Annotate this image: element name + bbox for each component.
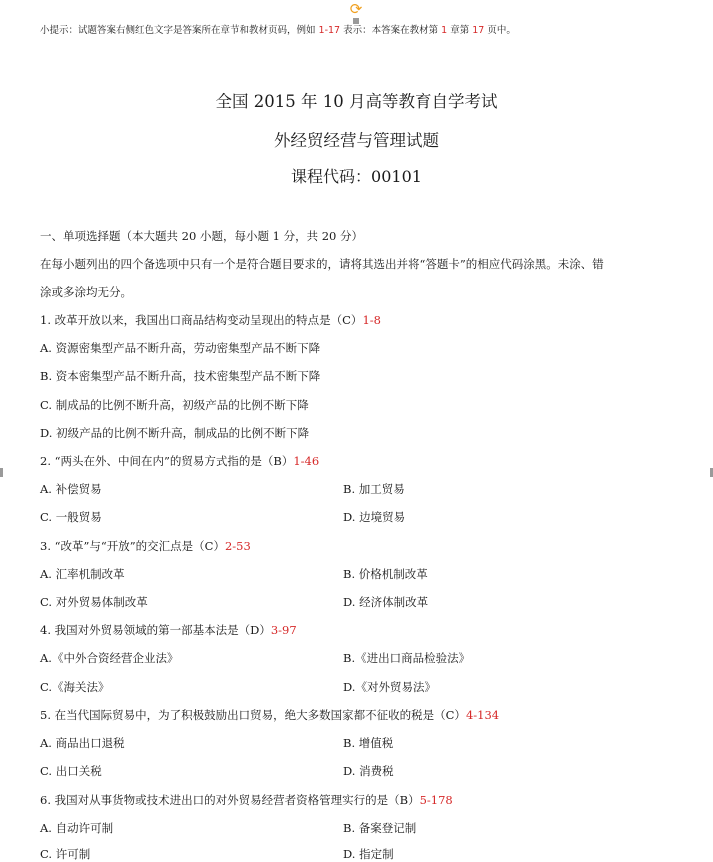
question-3: 3. “改革”与“开放”的交汇点是（C）2-53 [40,539,251,553]
rotate-icon[interactable]: ⟳ [349,0,363,18]
q2-option-b: B. 加工贸易 [343,482,405,496]
q2-option-a: A. 补偿贸易 [40,482,102,496]
q5-option-c: C. 出口关税 [40,764,102,778]
q1-option-b: B. 资本密集型产品不断升高，技术密集型产品不断下降 [40,369,321,383]
q3-option-d: D. 经济体制改革 [343,595,429,609]
q3-option-a: A. 汇率机制改革 [40,567,125,581]
subject-title: 外经贸经营与管理试题 [274,131,439,150]
q6-option-c: C. 许可制 [40,847,91,861]
question-4: 4. 我国对外贸易领域的第一部基本法是（D）3-97 [40,623,297,637]
question-5: 5. 在当代国际贸易中，为了积极鼓励出口贸易，绝大多数国家都不征收的税是（C）4-134 [40,708,500,722]
instruction-line-1: 在每小题列出的四个备选项中只有一个是符合题目要求的，请将其选出并将“答题卡”的相应代码涂黑。未涂、错 [40,257,604,271]
q4-option-c: C.《海关法》 [40,680,110,694]
q6-option-a: A. 自动许可制 [40,821,114,835]
question-2: 2. “两头在外、中间在内”的贸易方式指的是（B）1-46 [40,454,320,468]
course-code: 课程代码：00101 [291,167,422,186]
question-1: 1. 改革开放以来，我国出口商品结构变动呈现出的特点是（C）1-8 [40,313,381,327]
exam-title: 全国 2015 年 10 月高等教育自学考试 [215,92,498,111]
q4-option-b: B.《进出口商品检验法》 [343,651,471,665]
q2-option-c: C. 一般贸易 [40,510,102,524]
section-heading: 一、单项选择题（本大题共 20 小题，每小题 1 分，共 20 分） [40,229,364,243]
q4-option-d: D.《对外贸易法》 [343,680,436,694]
selection-handle-left[interactable] [0,468,3,477]
q3-option-c: C. 对外贸易体制改革 [40,595,148,609]
q5-option-a: A. 商品出口退税 [40,736,125,750]
instruction-line-2: 涂或多涂均无分。 [40,285,132,299]
q1-option-a: A. 资源密集型产品不断升高，劳动密集型产品不断下降 [40,341,321,355]
q3-option-b: B. 价格机制改革 [343,567,428,581]
q1-option-d: D. 初级产品的比例不断升高，制成品的比例不断下降 [40,426,310,440]
q6-option-d: D. 指定制 [343,847,394,861]
q5-option-b: B. 增值税 [343,736,394,750]
q6-option-b: B. 备案登记制 [343,821,417,835]
q2-option-d: D. 边境贸易 [343,510,406,524]
q5-option-d: D. 消费税 [343,764,394,778]
q1-option-c: C. 制成品的比例不断升高，初级产品的比例不断下降 [40,398,309,412]
hint-text: 小提示：试题答案右侧红色文字是答案所在章节和教材页码，例如 1-17 表示：本答案在教材第 1 章第 17 页中。 [40,25,516,36]
question-6: 6. 我国对从事货物或技术进出口的对外贸易经营者资格管理实行的是（B）5-178 [40,793,453,807]
q4-option-a: A.《中外合资经营企业法》 [40,651,179,665]
